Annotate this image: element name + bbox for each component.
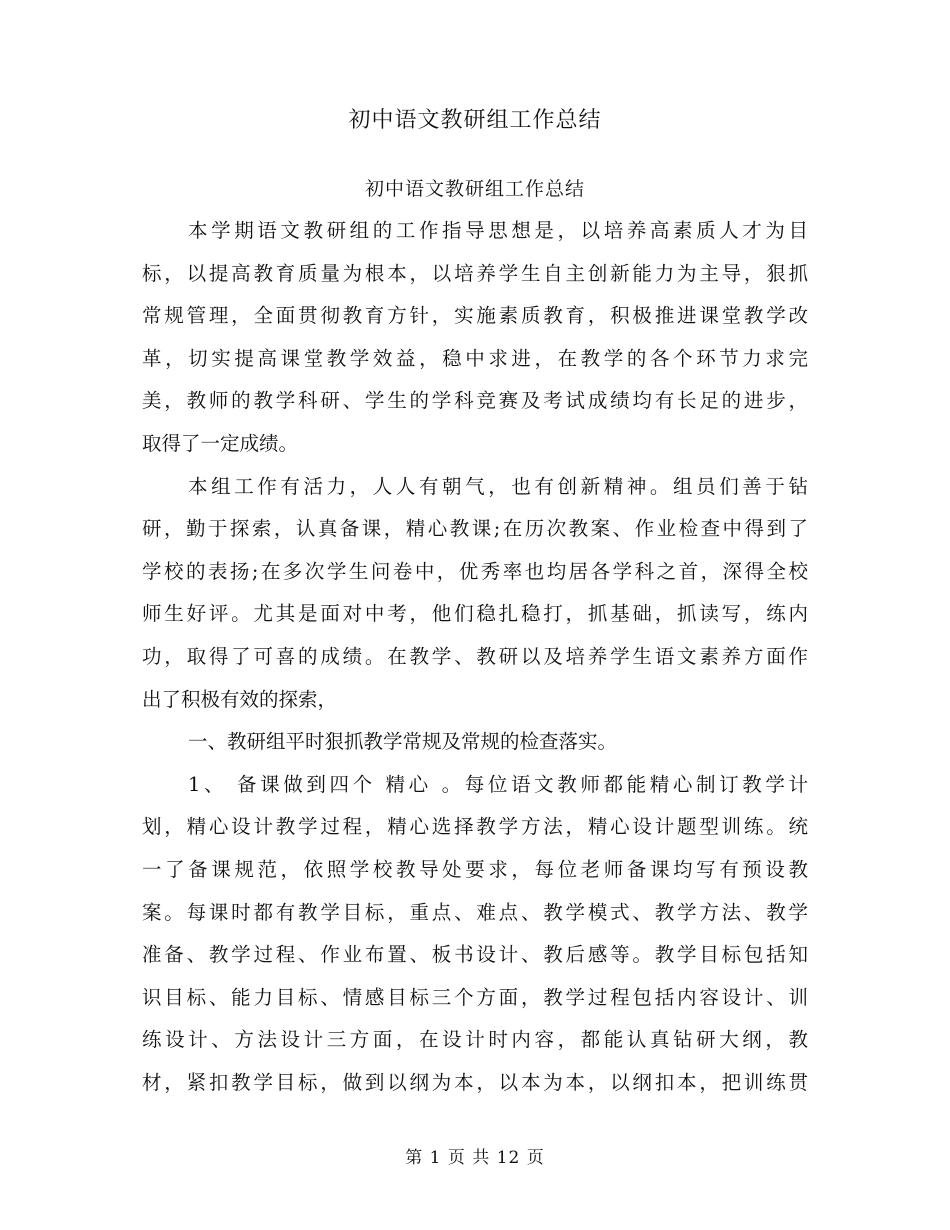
section-heading-1 bbox=[142, 721, 808, 764]
document-subtitle: 初中语文教研组工作总结 bbox=[364, 178, 585, 200]
paragraph-line: 革，切实提高课堂教学效益，稳中求进，在教学的各个环节力求完 bbox=[142, 346, 808, 370]
paragraph-line: 研，勤于探索，认真备课，精心教课;在历次教案、作业检查中得到了 bbox=[142, 517, 808, 541]
paragraph-line: 材，紧扣教学目标，做到以纲为本，以本为本，以纲扣本，把训练贯 bbox=[142, 1070, 808, 1094]
paragraph-line: 美，教师的教学科研、学生的学科竞赛及考试成绩均有长足的进步， bbox=[142, 389, 808, 413]
paragraph-line: 本组工作有活力，人人有朝气，也有创新精神。组员们善于钻 bbox=[188, 474, 808, 498]
paragraph-line: 功，取得了可喜的成绩。在教学、教研以及培养学生语文素养方面作 bbox=[142, 644, 808, 668]
paragraph-line: 识目标、能力目标、情感目标三个方面，教学过程包括内容设计、训 bbox=[142, 985, 808, 1009]
paragraph-line: 准备、教学过程、作业布置、板书设计、教后感等。教学目标包括知 bbox=[142, 943, 808, 967]
paragraph-line: 1、 备课做到四个 精心 。每位语文教师都能精心制订教学计 bbox=[188, 772, 808, 796]
paragraph-3 bbox=[142, 764, 808, 1105]
paragraph-2 bbox=[142, 466, 808, 722]
page-number-footer: 第 1 页 共 12 页 bbox=[405, 1148, 545, 1168]
paragraph-line: 出了积极有效的探索， bbox=[142, 687, 338, 711]
paragraph-line: 取得了一定成绩。 bbox=[142, 431, 299, 455]
paragraph-line: 师生好评。尤其是面对中考，他们稳扎稳打，抓基础，抓读写，练内 bbox=[142, 602, 808, 626]
paragraph-line: 学校的表扬;在多次学生问卷中，优秀率也均居各学科之首，深得全校 bbox=[142, 559, 808, 583]
document-title: 初中语文教研组工作总结 bbox=[348, 108, 602, 133]
paragraph-line: 划，精心设计教学过程，精心选择教学方法，精心设计题型训练。统 bbox=[142, 815, 808, 839]
paragraph-line: 标，以提高教育质量为根本，以培养学生自主创新能力为主导，狠抓 bbox=[142, 261, 808, 285]
paragraph-1 bbox=[142, 210, 808, 466]
section-heading-line: 一、教研组平时狠抓教学常规及常规的检查落实。 bbox=[188, 730, 618, 754]
paragraph-line: 练设计、方法设计三方面，在设计时内容，都能认真钻研大纲，教 bbox=[142, 1028, 808, 1052]
paragraph-line: 案。每课时都有教学目标，重点、难点、教学模式、教学方法、教学 bbox=[142, 900, 808, 924]
paragraph-line: 常规管理，全面贯彻教育方针，实施素质教育，积极推进课堂教学改 bbox=[142, 304, 808, 328]
paragraph-line: 本学期语文教研组的工作指导思想是，以培养高素质人才为目 bbox=[188, 219, 808, 242]
paragraph-line: 一了备课规范，依照学校教导处要求，每位老师备课均写有预设教 bbox=[142, 857, 808, 881]
document-body bbox=[142, 210, 808, 1104]
